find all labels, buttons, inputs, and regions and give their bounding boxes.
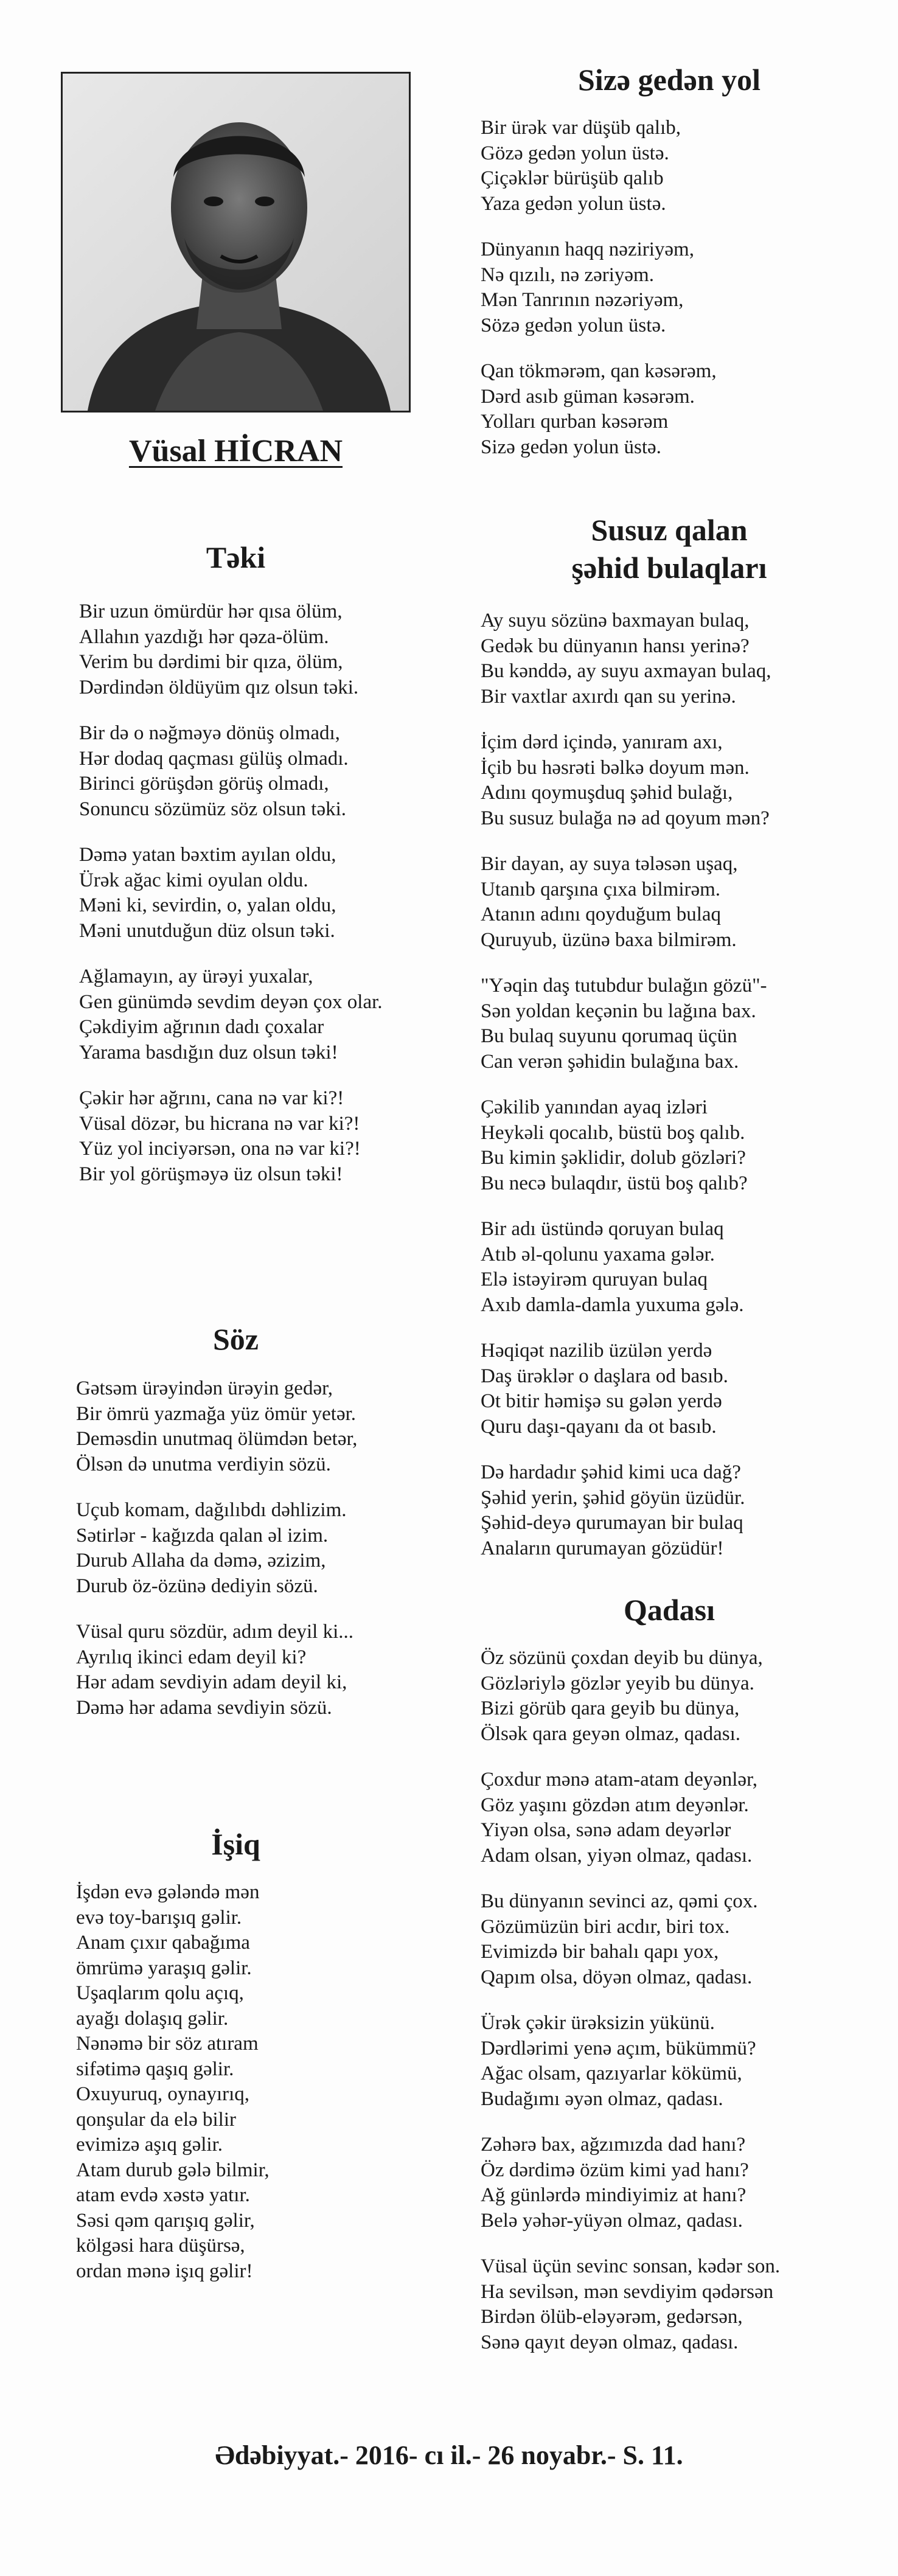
poem-line: Həqiqət nazilib üzülən yerdə [481, 1340, 712, 1362]
stanza [481, 359, 717, 460]
poem-line: Bir ürək var düşüb qalıb, [481, 117, 681, 139]
poem-line: evə toy-barışıq gəlir. [76, 1906, 242, 1929]
poem-line: Vüsal quru sözdür, adım deyil ki... [76, 1621, 354, 1643]
title-line: şəhid bulaqları [571, 551, 767, 585]
poem-line: Atam durub gələ bilmir, [76, 2159, 270, 2181]
poem-line: Axıb damla-damla yuxuma gələ. [481, 1293, 744, 1316]
poem-line: Sənə qayıt deyən olmaz, qadası. [481, 2331, 739, 2353]
poem-line: İşdən evə gələndə mən [76, 1881, 260, 1903]
stanza [481, 237, 717, 338]
poem-line: Gözümüzün biri acdır, biri tox. [481, 1915, 730, 1938]
poem-title-teki: Təki [206, 540, 266, 574]
poem-line: İçim dərd içində, yanıram axı, [481, 731, 723, 753]
poem-line: Sən yoldan keçənin bu lağına bax. [481, 1000, 756, 1022]
poem-line: Də hardadır şəhid kimi uca dağ? [481, 1461, 741, 1483]
poem-line: Ölsən də unutma verdiyin sözü. [76, 1453, 331, 1475]
poem-line: Bu kimin şəklidir, dolub gözləri? [481, 1147, 746, 1169]
poem-line: Ağ günlərdə mindiyimiz at hanı? [481, 2184, 747, 2206]
poem-line: Allahın yazdığı hər qəza-ölüm. [79, 625, 329, 648]
poem-line: Adını qoymuşduq şəhid bulağı, [481, 782, 733, 804]
poem-line: ömrümə yaraşıq gəlir. [76, 1957, 252, 1979]
poem-line: ordan mənə işıq gəlir! [76, 2260, 253, 2282]
poem-line: Qapım olsa, döyən olmaz, qadası. [481, 1966, 753, 1988]
stanza [481, 2254, 780, 2355]
poem-line: Anaların qurumayan gözüdür! [481, 1537, 724, 1559]
source-citation: Ədəbiyyat.- 2016- cı il.- 26 noyabr.- S. 11. [215, 2440, 683, 2470]
poem-line: Dərdlərimi yenə açım, bükümmü? [481, 2037, 756, 2059]
stanza [481, 1767, 780, 1868]
poem-size-geden-yol [481, 116, 717, 481]
poem-line: Dəmə yatan bəxtim ayılan oldu, [79, 844, 336, 866]
poem-line: Gətsəm ürəyindən ürəyin gedər, [76, 1377, 333, 1399]
poem-line: Bir də o nəğməyə dönüş olmadı, [79, 722, 340, 744]
poem-line: Ot bitir həmişə su gələn yerdə [481, 1390, 722, 1412]
stanza [76, 1620, 357, 1721]
stanza [76, 1498, 357, 1599]
stanza [481, 2132, 780, 2233]
poem-line: Zəhərə bax, ağzımızda dad hanı? [481, 2134, 746, 2156]
poem-line: qonşular da elə bilir [76, 2108, 237, 2131]
poem-line: Birinci görüşdən görüş olmadı, [79, 773, 329, 795]
stanza [481, 973, 771, 1074]
poem-line: Bir ömrü yazmağa yüz ömür yetər. [76, 1402, 357, 1425]
poem-title-susuz-qalan [468, 511, 870, 587]
poem-line: Verim bu dərdimi bir qıza, ölüm, [79, 651, 343, 673]
poem-line: Budağımı əyən olmaz, qadası. [481, 2087, 723, 2110]
poem-line: Sözə gedən yolun üstə. [481, 314, 666, 336]
poem-line: Gözə gedən yolun üstə. [481, 142, 669, 164]
poem-line: atam evdə xəstə yatır. [76, 2184, 250, 2206]
poem-line: Ürək çəkir ürəksizin yükünü. [481, 2012, 715, 2034]
poem-line: sifətimə qaşıq gəlir. [76, 2058, 234, 2080]
poem-line: Çoxdur mənə atam-atam deyənlər, [481, 1769, 757, 1791]
poem-line: Utanıb qarşına çıxa bilmirəm. [481, 878, 721, 900]
stanza [481, 2011, 780, 2112]
poem-line: Bu susuz bulağa nə ad qoyum mən? [481, 807, 770, 829]
poem-line: Öz dərdimə özüm kimi yad hanı? [481, 2159, 749, 2181]
author-name: Vüsal HİCRAN [128, 434, 343, 468]
title-line: Susuz qalan [591, 513, 748, 547]
poem-line: Çiçəklər bürüşüb qalıb [481, 167, 664, 189]
poem-line: Deməsdin unutmaq ölümdən betər, [76, 1428, 358, 1450]
poem-line: Yaza gedən yolun üstə. [481, 192, 666, 215]
poem-line: Şəhid yerin, şəhid göyün üzüdür. [481, 1486, 745, 1509]
poem-line: Quru daşı-qayanı da ot basıb. [481, 1415, 717, 1438]
stanza [481, 1889, 780, 1990]
poem-isiq [76, 1880, 270, 2284]
poem-line: Gen günümdə sevdim deyən çox olar. [79, 990, 383, 1013]
stanza [79, 721, 383, 822]
stanza [481, 608, 771, 709]
poem-line: Ay suyu sözünə baxmayan bulaq, [481, 610, 750, 632]
poem-susuz-qalan [481, 608, 771, 1582]
poem-line: Heykəli qocalıb, büstü boş qalıb. [481, 1121, 745, 1144]
stanza [79, 599, 383, 700]
poem-line: Vüsal üçün sevinc sonsan, kədər son. [481, 2255, 781, 2277]
poem-line: Bir vaxtlar axırdı qan su yerinə. [481, 685, 736, 708]
poem-line: Bu dünyanın sevinci az, qəmi çox. [481, 1890, 758, 1912]
poem-line: Yüz yol inciyərsən, ona nə var ki?! [79, 1138, 361, 1160]
poem-line: Hər dodaq qaçması gülüş olmadı. [79, 747, 349, 770]
poem-line: Durub öz-özünə dediyin sözü. [76, 1575, 318, 1597]
poem-line: Nə qızılı, nə zəriyəm. [481, 263, 654, 286]
poem-line: Göz yaşını gözdən atım deyənlər. [481, 1794, 749, 1816]
stanza [481, 1217, 771, 1318]
poem-line: Durub Allaha da dəmə, əzizim, [76, 1550, 326, 1572]
poem-line: Nənəmə bir söz atıram [76, 2033, 259, 2055]
poem-line: Bu necə bulaqdır, üstü boş qalıb? [481, 1172, 748, 1194]
poem-line: Dərdindən öldüyüm qız olsun təki. [79, 676, 359, 698]
poem-line: Ölsək qara geyən olmaz, qadası. [481, 1722, 741, 1745]
stanza [481, 1095, 771, 1196]
poem-line: İçib bu həsrəti bəlkə doyum mən. [481, 756, 750, 779]
poem-line: Anam çıxır qabağıma [76, 1932, 250, 1954]
poem-line: Bir adı üstündə qoruyan bulaq [481, 1218, 724, 1240]
poem-title-size-geden-yol: Sizə gedən yol [578, 63, 761, 97]
stanza [481, 730, 771, 831]
poem-line: Yarama basdığın duz olsun təki! [79, 1041, 338, 1063]
poem-line: Ayrılıq ikinci edam deyil ki? [76, 1646, 307, 1668]
poem-line: Öz sözünü çoxdan deyib bu dünya, [481, 1647, 763, 1669]
poem-line: Çəkdiyim ağrının dadı çoxalar [79, 1016, 324, 1038]
poem-line: Yiyən olsa, sənə adam deyərlər [481, 1819, 731, 1841]
poem-line: Belə yəhər-yüyən olmaz, qadası. [481, 2209, 743, 2232]
poem-line: Oxuyuruq, oynayırıq, [76, 2083, 250, 2105]
poem-line: Bir uzun ömürdür hər qısa ölüm, [79, 600, 343, 622]
poem-line: Ha sevilsən, mən sevdiyim qədərsən [481, 2280, 774, 2303]
poem-line: Hər adam sevdiyin adam deyil ki, [76, 1671, 347, 1693]
poem-line: Mən Tanrının nəzəriyəm, [481, 289, 684, 311]
poem-line: Quruyub, üzünə baxa bilmirəm. [481, 928, 737, 951]
poem-line: Uçub komam, dağılıbdı dəhlizim. [76, 1499, 347, 1521]
poem-line: Atıb əl-qolunu yaxama gələr. [481, 1243, 715, 1265]
stanza [79, 964, 383, 1065]
poem-line: Gedək bu dünyanın hansı yerinə? [481, 635, 750, 657]
poem-line: Sətirlər - kağızda qalan əl izim. [76, 1524, 329, 1547]
poem-line: Elə istəyirəm quruyan bulaq [481, 1269, 708, 1290]
poem-line: Uşaqlarım qolu açıq, [76, 1982, 244, 2004]
poem-line: Çəkir hər ağrını, cana nə var ki?! [79, 1087, 344, 1109]
stanza [481, 116, 717, 217]
poem-line: Dəmə hər adama sevdiyin sözü. [76, 1696, 332, 1719]
poem-line: Ürək ağac kimi oyulan oldu. [79, 869, 308, 891]
poem-line: Qan tökmərəm, qan kəsərəm, [481, 360, 717, 382]
author-photo [61, 72, 411, 413]
poem-line: Evimizdə bir bahalı qapı yox, [481, 1941, 719, 1963]
poem-line: Bir yol görüşməyə üz olsun təki! [79, 1163, 343, 1185]
poem-qadasi [481, 1646, 780, 2376]
poem-line: Məni unutduğun düz olsun təki. [79, 919, 335, 942]
author-portrait-image [63, 74, 411, 413]
poem-line: Atanın adını qoyduğum bulaq [481, 903, 722, 925]
stanza [79, 843, 383, 944]
poem-line: Məni ki, sevirdin, o, yalan oldu, [79, 894, 336, 916]
poem-line: Birdən ölüb-eləyərəm, gedərsən, [481, 2306, 743, 2328]
stanza [481, 1338, 771, 1439]
stanza [481, 1646, 780, 1747]
stanza [481, 852, 771, 953]
poem-title-qadasi: Qadası [623, 1593, 715, 1627]
poem-line: "Yəqin daş tutubdur bulağın gözü"- [481, 975, 767, 997]
poem-line: Gözləriylə gözlər yeyib bu dünya. [481, 1672, 754, 1694]
poem-line: Can verən şəhidin bulağına bax. [481, 1050, 739, 1073]
poem-line: Səsi qəm qarışıq gəlir, [76, 2209, 255, 2232]
poem-line: Dərd asıb güman kəsərəm. [481, 385, 695, 408]
poem-line: Bu bulaq suyunu qorumaq üçün [481, 1025, 737, 1047]
poem-line: Sizə gedən yolun üstə. [481, 436, 661, 458]
stanza [76, 1376, 357, 1477]
poem-line: Adam olsan, yiyən olmaz, qadası. [481, 1844, 753, 1867]
poem-soz [76, 1376, 357, 1741]
poem-line: Çəkilib yanından ayaq izləri [481, 1096, 708, 1118]
poem-title-soz: Söz [213, 1322, 259, 1356]
poem-line: Şəhid-deyə qurumayan bir bulaq [481, 1512, 743, 1534]
stanza [79, 1086, 383, 1187]
poem-line: Bu kənddə, ay suyu axmayan bulaq, [481, 660, 771, 682]
poem-line: Yolları qurban kəsərəm [481, 411, 669, 433]
poem-title-isiq: İşiq [211, 1827, 260, 1861]
poem-line: Ağlamayın, ay ürəyi yuxalar, [79, 966, 313, 987]
poem-teki [79, 599, 383, 1208]
poem-line: Bir dayan, ay suya tələsən uşaq, [481, 853, 738, 875]
poem-line: evimizə aşıq gəlir. [76, 2134, 223, 2156]
poem-line: kölgəsi hara düşürsə, [76, 2235, 245, 2257]
poem-line: Dünyanın haqq nəziriyəm, [481, 238, 694, 260]
poem-line: Vüsal dözər, bu hicrana nə var ki?! [79, 1112, 360, 1135]
poem-line: Ağac olsam, qazıyarlar kökümü, [481, 2063, 742, 2084]
stanza [481, 1460, 771, 1561]
poem-line: Sonuncu sözümüz söz olsun təki. [79, 798, 347, 820]
poem-line: ayağı dolaşıq gəlir. [76, 2007, 229, 2030]
poem-line: Daş ürəklər o daşlara od basıb. [481, 1365, 728, 1387]
poem-line: Bizi görüb qara geyib bu dünya, [481, 1697, 740, 1719]
